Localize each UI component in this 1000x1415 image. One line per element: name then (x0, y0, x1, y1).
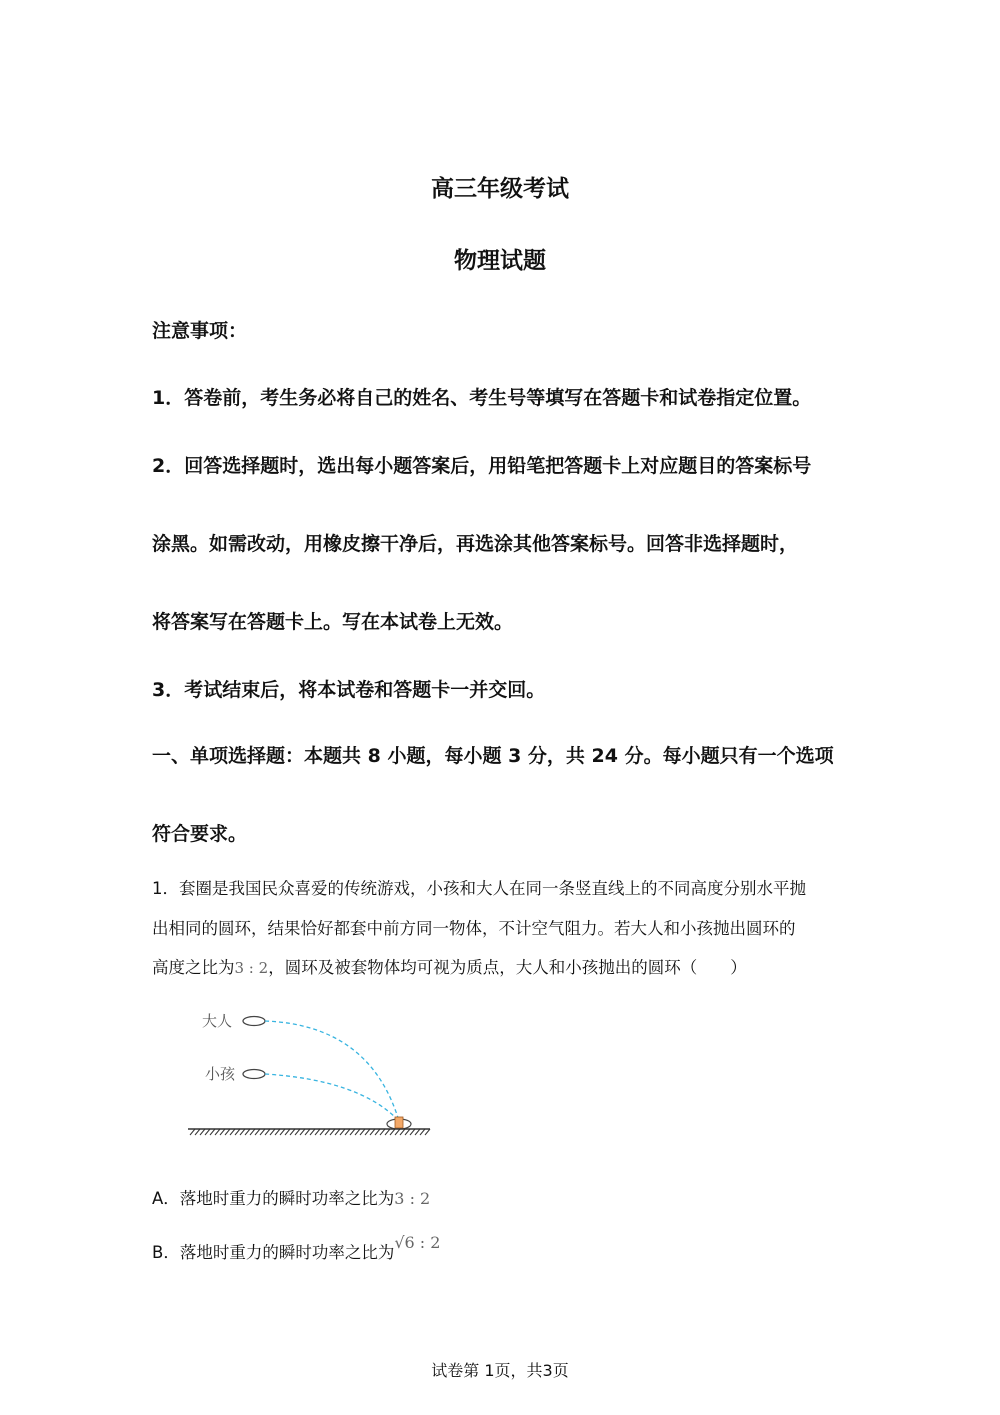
hatch-mark (230, 1129, 235, 1135)
adult-trajectory (265, 1021, 399, 1121)
hatch-mark (385, 1129, 390, 1135)
hatch-mark (250, 1129, 255, 1135)
question-1-line-3-prefix: 高度之比为 (152, 958, 235, 977)
hatch-mark (390, 1129, 395, 1135)
child-trajectory (265, 1074, 399, 1121)
hatch-mark (245, 1129, 250, 1135)
hatch-mark (355, 1129, 360, 1135)
hatch-mark (200, 1129, 205, 1135)
hatch-mark (195, 1129, 200, 1135)
hatch-mark (410, 1129, 415, 1135)
option-a (152, 1185, 430, 1209)
option-b-math-rest: : 2 (414, 1233, 441, 1252)
notes-item-2-line-2: 涂黑。如需改动，用橡皮擦干净后，再选涂其他答案标号。回答非选择题时， (152, 533, 799, 555)
hatch-mark (205, 1129, 210, 1135)
height-ratio: 3 : 2 (234, 959, 269, 977)
hatch-mark (405, 1129, 410, 1135)
hatch-mark (270, 1129, 275, 1135)
subject-title: 物理试题 (454, 248, 546, 274)
hatch-mark (300, 1129, 305, 1135)
hatch-mark (325, 1129, 330, 1135)
notes-item-2-line-1: 2．回答选择题时，选出每小题答案后，用铅笔把答题卡上对应题目的答案标号 (152, 455, 812, 477)
section-1-heading-line-1: 一、单项选择题：本题共 8 小题，每小题 3 分，共 24 分。每小题只有一个选项 (152, 745, 834, 767)
notes-heading: 注意事项： (152, 320, 248, 342)
page-footer: 试卷第 1页，共3页 (431, 1361, 569, 1380)
hatch-mark (415, 1129, 420, 1135)
label-child: 小孩 (205, 1065, 236, 1083)
target-object (395, 1117, 403, 1128)
hatch-mark (395, 1129, 400, 1135)
hatch-mark (310, 1129, 315, 1135)
hatch-mark (380, 1129, 385, 1135)
child-ring (243, 1070, 265, 1079)
hatch-mark (345, 1129, 350, 1135)
hatch-mark (290, 1129, 295, 1135)
hatch-mark (425, 1129, 430, 1135)
option-a-text: A．落地时重力的瞬时功率之比为 (152, 1189, 395, 1208)
hatch-mark (320, 1129, 325, 1135)
hatch-mark (220, 1129, 225, 1135)
notes-item-1: 1．答卷前，考生务必将自己的姓名、考生号等填写在答题卡和试卷指定位置。 (152, 387, 812, 409)
question-1-line-2: 出相同的圆环，结果恰好都套中前方同一物体，不计空气阻力。若大人和小孩抛出圆环的 (152, 919, 796, 938)
option-b (152, 1233, 441, 1263)
hatch-mark (215, 1129, 220, 1135)
hatch-mark (360, 1129, 365, 1135)
hatch-mark (235, 1129, 240, 1135)
hatch-mark (365, 1129, 370, 1135)
hatch-mark (375, 1129, 380, 1135)
hatch-mark (210, 1129, 215, 1135)
option-a-math: 3 : 2 (394, 1189, 431, 1208)
hatch-mark (280, 1129, 285, 1135)
hatch-mark (350, 1129, 355, 1135)
option-b-text: B．落地时重力的瞬时功率之比为 (152, 1243, 395, 1262)
hatch-mark (315, 1129, 320, 1135)
hatch-mark (340, 1129, 345, 1135)
hatch-mark (260, 1129, 265, 1135)
ground-hatching (190, 1129, 430, 1135)
notes-item-2-line-3: 将答案写在答题卡上。写在本试卷上无效。 (152, 611, 514, 633)
hatch-mark (240, 1129, 245, 1135)
hatch-mark (255, 1129, 260, 1135)
hatch-mark (420, 1129, 425, 1135)
question-1-line-3-suffix: ，圆环及被套物体均可视为质点，大人和小孩抛出的圆环（ ） (268, 958, 747, 977)
hatch-mark (370, 1129, 375, 1135)
label-adult: 大人 (202, 1012, 233, 1030)
projectile-figure (180, 1000, 440, 1145)
question-1-line-1: 1．套圈是我国民众喜爱的传统游戏，小孩和大人在同一条竖直线上的不同高度分别水平抛 (152, 879, 806, 898)
hatch-mark (285, 1129, 290, 1135)
question-1-line-3 (152, 954, 747, 978)
hatch-mark (275, 1129, 280, 1135)
hatch-mark (305, 1129, 310, 1135)
hatch-mark (400, 1129, 405, 1135)
hatch-mark (295, 1129, 300, 1135)
section-1-heading-line-2: 符合要求。 (152, 823, 248, 845)
hatch-mark (190, 1129, 195, 1135)
hatch-mark (225, 1129, 230, 1135)
hatch-mark (335, 1129, 340, 1135)
sqrt-six: √6 (394, 1233, 415, 1252)
hatch-mark (265, 1129, 270, 1135)
adult-ring (243, 1017, 265, 1026)
notes-item-3: 3．考试结束后，将本试卷和答题卡一并交回。 (152, 679, 546, 701)
hatch-mark (330, 1129, 335, 1135)
exam-title: 高三年级考试 (431, 176, 569, 202)
option-b-math (394, 1233, 440, 1252)
